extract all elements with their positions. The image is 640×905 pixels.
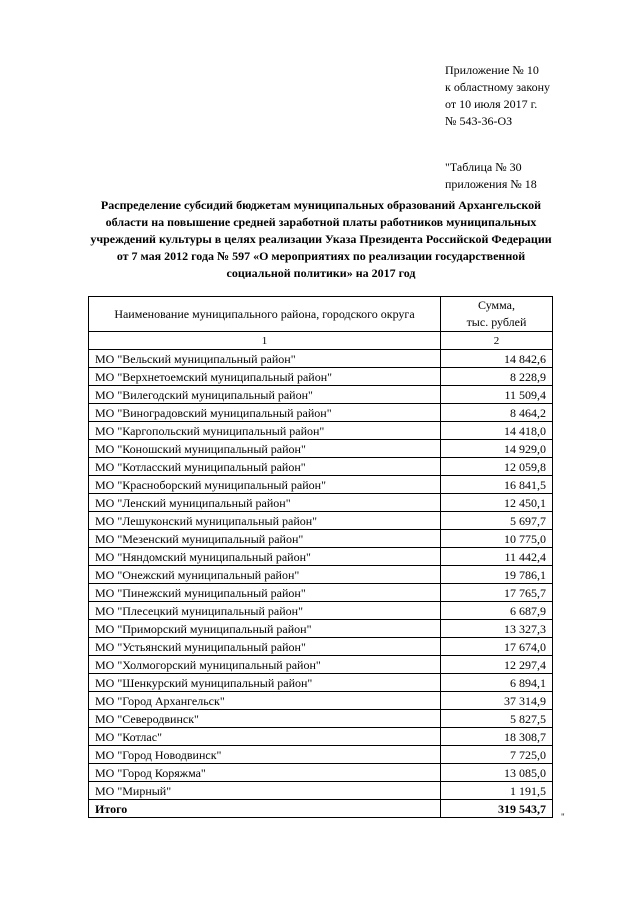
appendix-line: к областному закону	[445, 80, 551, 94]
subsidy-table	[88, 296, 553, 818]
table-row	[89, 440, 553, 458]
total-row	[89, 800, 553, 818]
table-row	[89, 728, 553, 746]
table-row	[89, 512, 553, 530]
subsidy-amount: 13 085,0	[441, 764, 553, 782]
table-row	[89, 494, 553, 512]
municipality-name: МО "Котлас"	[89, 728, 441, 746]
municipality-name: МО "Холмогорский муниципальный район"	[89, 656, 441, 674]
appendix-line: № 543-36-ОЗ	[445, 114, 513, 128]
subsidy-amount: 17 674,0	[441, 638, 553, 656]
municipality-name: МО "Лешуконский муниципальный район"	[89, 512, 441, 530]
subsidy-amount: 14 842,6	[441, 350, 553, 368]
municipality-name: МО "Онежский муниципальный район"	[89, 566, 441, 584]
table-row	[89, 476, 553, 494]
subsidy-amount: 14 418,0	[441, 422, 553, 440]
subsidy-amount: 12 450,1	[441, 494, 553, 512]
table-row	[89, 368, 553, 386]
table-row	[89, 782, 553, 800]
total-amount: 319 543,7	[441, 800, 553, 818]
column-header-name: Наименование муниципального района, городского округа	[89, 297, 441, 332]
subsidy-amount: 5 697,7	[441, 512, 553, 530]
table-row	[89, 404, 553, 422]
subsidy-amount: 14 929,0	[441, 440, 553, 458]
municipality-name: МО "Няндомский муниципальный район"	[89, 548, 441, 566]
municipality-name: МО "Коношский муниципальный район"	[89, 440, 441, 458]
municipality-name: МО "Вельский муниципальный район"	[89, 350, 441, 368]
subsidy-amount: 8 228,9	[441, 368, 553, 386]
municipality-name: МО "Вилегодский муниципальный район"	[89, 386, 441, 404]
subsidy-amount: 19 786,1	[441, 566, 553, 584]
appendix-line: Приложение № 10	[445, 63, 539, 77]
municipality-name: МО "Город Новодвинск"	[89, 746, 441, 764]
column-number: 2	[441, 332, 553, 350]
municipality-name: МО "Верхнетоемский муниципальный район"	[89, 368, 441, 386]
table-row	[89, 458, 553, 476]
subsidy-amount: 11 442,4	[441, 548, 553, 566]
municipality-name: МО "Мезенский муниципальный район"	[89, 530, 441, 548]
table-reference	[445, 159, 537, 193]
table-row	[89, 638, 553, 656]
table-row	[89, 422, 553, 440]
municipality-name: МО "Северодвинск"	[89, 710, 441, 728]
table-row	[89, 656, 553, 674]
appendix-header	[445, 62, 550, 130]
document-title: Распределение субсидий бюджетам муниципальных образований Архангельской области на повышение средней заработной платы работников муниципальных учреждений культуры в целях реализации Указа Президента Российской Федерации от 7 мая 2012 года № 597 «О мероприятиях по реализации государственной социальной политики» на 2017 год	[90, 198, 552, 280]
municipality-name: МО "Пинежский муниципальный район"	[89, 584, 441, 602]
municipality-name: МО "Город Архангельск"	[89, 692, 441, 710]
closing-quote: "	[561, 812, 565, 822]
subsidy-amount: 6 894,1	[441, 674, 553, 692]
table-row	[89, 350, 553, 368]
table-row	[89, 710, 553, 728]
table-reference-line: приложения № 18	[445, 177, 537, 191]
table-row	[89, 746, 553, 764]
column-number-row	[89, 332, 553, 350]
subsidy-amount: 18 308,7	[441, 728, 553, 746]
municipality-name: МО "Устьянский муниципальный район"	[89, 638, 441, 656]
subsidy-amount: 7 725,0	[441, 746, 553, 764]
subsidy-amount: 16 841,5	[441, 476, 553, 494]
table-row	[89, 386, 553, 404]
table-row	[89, 584, 553, 602]
table-row	[89, 602, 553, 620]
municipality-name: МО "Ленский муниципальный район"	[89, 494, 441, 512]
table-row	[89, 566, 553, 584]
table-row	[89, 530, 553, 548]
municipality-name: МО "Плесецкий муниципальный район"	[89, 602, 441, 620]
municipality-name: МО "Мирный"	[89, 782, 441, 800]
total-label: Итого	[89, 800, 441, 818]
subsidy-amount: 5 827,5	[441, 710, 553, 728]
table-reference-line: "Таблица № 30	[445, 160, 522, 174]
table-row	[89, 674, 553, 692]
subsidy-amount: 10 775,0	[441, 530, 553, 548]
table-row	[89, 620, 553, 638]
subsidy-amount: 37 314,9	[441, 692, 553, 710]
subsidy-amount: 17 765,7	[441, 584, 553, 602]
subsidy-amount: 8 464,2	[441, 404, 553, 422]
column-header-sum-line1: Сумма,	[478, 298, 515, 312]
column-header-sum-line2: тыс. рублей	[466, 315, 527, 329]
municipality-name: МО "Виноградовский муниципальный район"	[89, 404, 441, 422]
table-header-row	[89, 297, 553, 332]
column-number: 1	[89, 332, 441, 350]
appendix-line: от 10 июля 2017 г.	[445, 97, 538, 111]
municipality-name: МО "Город Коряжма"	[89, 764, 441, 782]
subsidy-amount: 12 297,4	[441, 656, 553, 674]
table-row	[89, 764, 553, 782]
table-row	[89, 548, 553, 566]
municipality-name: МО "Красноборский муниципальный район"	[89, 476, 441, 494]
municipality-name: МО "Приморский муниципальный район"	[89, 620, 441, 638]
column-header-sum	[441, 297, 553, 332]
subsidy-amount: 6 687,9	[441, 602, 553, 620]
subsidy-amount: 12 059,8	[441, 458, 553, 476]
table-row	[89, 692, 553, 710]
subsidy-amount: 1 191,5	[441, 782, 553, 800]
subsidy-amount: 13 327,3	[441, 620, 553, 638]
municipality-name: МО "Котласский муниципальный район"	[89, 458, 441, 476]
municipality-name: МО "Шенкурский муниципальный район"	[89, 674, 441, 692]
municipality-name: МО "Каргопольский муниципальный район"	[89, 422, 441, 440]
subsidy-amount: 11 509,4	[441, 386, 553, 404]
